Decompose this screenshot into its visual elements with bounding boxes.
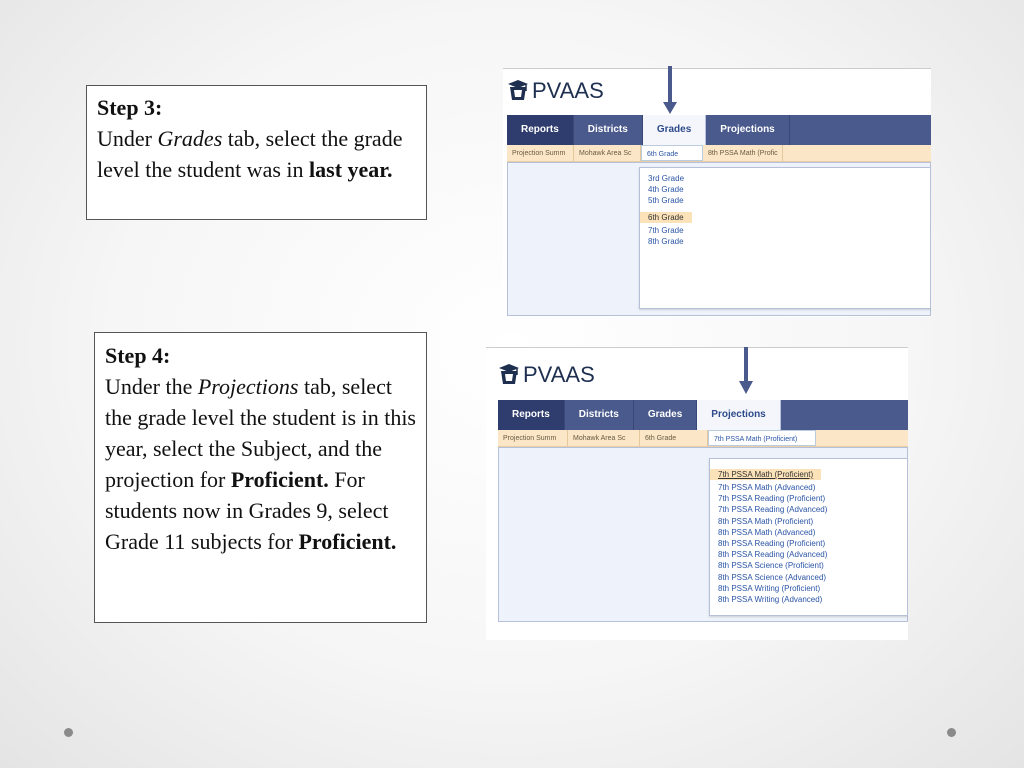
crumb-projection[interactable]: 7th PSSA Math (Proficient) — [708, 430, 816, 446]
dropdown-item[interactable]: 8th PSSA Science (Advanced) — [718, 572, 827, 582]
dropdown-item[interactable]: 8th PSSA Math (Proficient) — [718, 516, 814, 526]
dropdown-item[interactable]: 8th PSSA Writing (Advanced) — [718, 595, 823, 605]
dropdown-item-selected[interactable]: 7th PSSA Math (Proficient) — [710, 469, 821, 480]
tab-grades[interactable]: Grades — [634, 400, 697, 430]
dropdown-item[interactable]: 5th Grade — [648, 196, 684, 206]
tab-districts[interactable]: Districts — [574, 115, 643, 145]
step-4-proficient-2: Proficient. — [298, 529, 397, 554]
down-arrow-icon — [662, 66, 678, 116]
step-4-box — [94, 332, 427, 623]
crumb-district[interactable]: Mohawk Area Sc — [574, 145, 641, 161]
step-4-text-1: Under the — [105, 374, 198, 399]
step-3-last-year: last year. — [309, 157, 393, 182]
tab-districts[interactable]: Districts — [565, 400, 634, 430]
dropdown-item[interactable]: 7th Grade — [648, 225, 684, 235]
crumb-district[interactable]: Mohawk Area Sc — [568, 430, 640, 446]
dropdown-item[interactable]: 7th PSSA Math (Advanced) — [718, 483, 816, 492]
grades-screenshot — [503, 68, 931, 317]
dropdown-item[interactable]: 8th PSSA Science (Proficient) — [718, 561, 824, 571]
step-3-text-2: tab, select the grade level the student was in — [97, 126, 403, 182]
down-arrow-icon — [738, 347, 754, 397]
dropdown-item[interactable]: 8th PSSA Reading (Advanced) — [718, 550, 828, 560]
main-nav — [498, 400, 908, 430]
step-4-text-2: tab, select the grade level the student is in this year, select the Subject, and the projection for — [105, 374, 416, 492]
projection-dropdown[interactable] — [709, 458, 908, 616]
crumb-grade[interactable]: 6th Grade — [641, 145, 703, 161]
dropdown-item[interactable]: 4th Grade — [648, 185, 684, 195]
crumb-grade[interactable]: 6th Grade — [640, 430, 708, 446]
keystone-graduation-cap-icon — [507, 80, 529, 102]
crumb-projection-summary[interactable]: Projection Summ — [507, 145, 574, 161]
step-3-text-1: Under — [97, 126, 158, 151]
projections-screenshot — [486, 347, 908, 640]
step-3-box — [86, 85, 427, 220]
dropdown-item[interactable]: 8th PSSA Math (Advanced) — [718, 527, 816, 537]
tab-grades[interactable]: Grades — [643, 115, 706, 145]
step-3-grades-word: Grades — [157, 126, 223, 151]
dropdown-item[interactable]: 8th PSSA Writing (Proficient) — [718, 583, 821, 593]
logo-text: PVAAS — [523, 362, 595, 387]
dropdown-item[interactable]: 7th PSSA Reading (Proficient) — [718, 494, 826, 504]
crumb-projection[interactable]: 8th PSSA Math (Profic — [703, 145, 783, 161]
dropdown-item-selected[interactable]: 6th Grade — [640, 212, 692, 223]
dropdown-item[interactable]: 8th Grade — [648, 236, 684, 246]
dropdown-item[interactable]: 7th PSSA Reading (Advanced) — [718, 505, 828, 515]
grade-dropdown[interactable] — [639, 167, 931, 309]
breadcrumb — [507, 145, 931, 162]
tab-projections[interactable]: Projections — [706, 115, 789, 145]
tab-reports[interactable]: Reports — [507, 115, 574, 145]
main-nav — [507, 115, 931, 145]
logo-text: PVAAS — [532, 78, 604, 103]
dot-icon — [947, 728, 956, 737]
pvaas-logo — [498, 362, 595, 388]
tab-reports[interactable]: Reports — [498, 400, 565, 430]
dropdown-item[interactable]: 8th PSSA Reading (Proficient) — [718, 539, 826, 549]
dot-icon — [64, 728, 73, 737]
crumb-projection-summary[interactable]: Projection Summ — [498, 430, 568, 446]
dropdown-item[interactable]: 3rd Grade — [648, 174, 685, 183]
step-4-text-3: For students now in Grades 9, select Grade 11 subjects for — [105, 467, 389, 554]
step-3-title: Step 3: — [97, 95, 163, 120]
breadcrumb — [498, 430, 908, 447]
step-4-title: Step 4: — [105, 343, 171, 368]
tab-projections[interactable]: Projections — [697, 400, 780, 430]
keystone-graduation-cap-icon — [498, 364, 520, 386]
step-4-projections-word: Projections — [197, 374, 299, 399]
step-4-proficient-1: Proficient. — [230, 467, 329, 492]
pvaas-logo — [507, 78, 604, 104]
